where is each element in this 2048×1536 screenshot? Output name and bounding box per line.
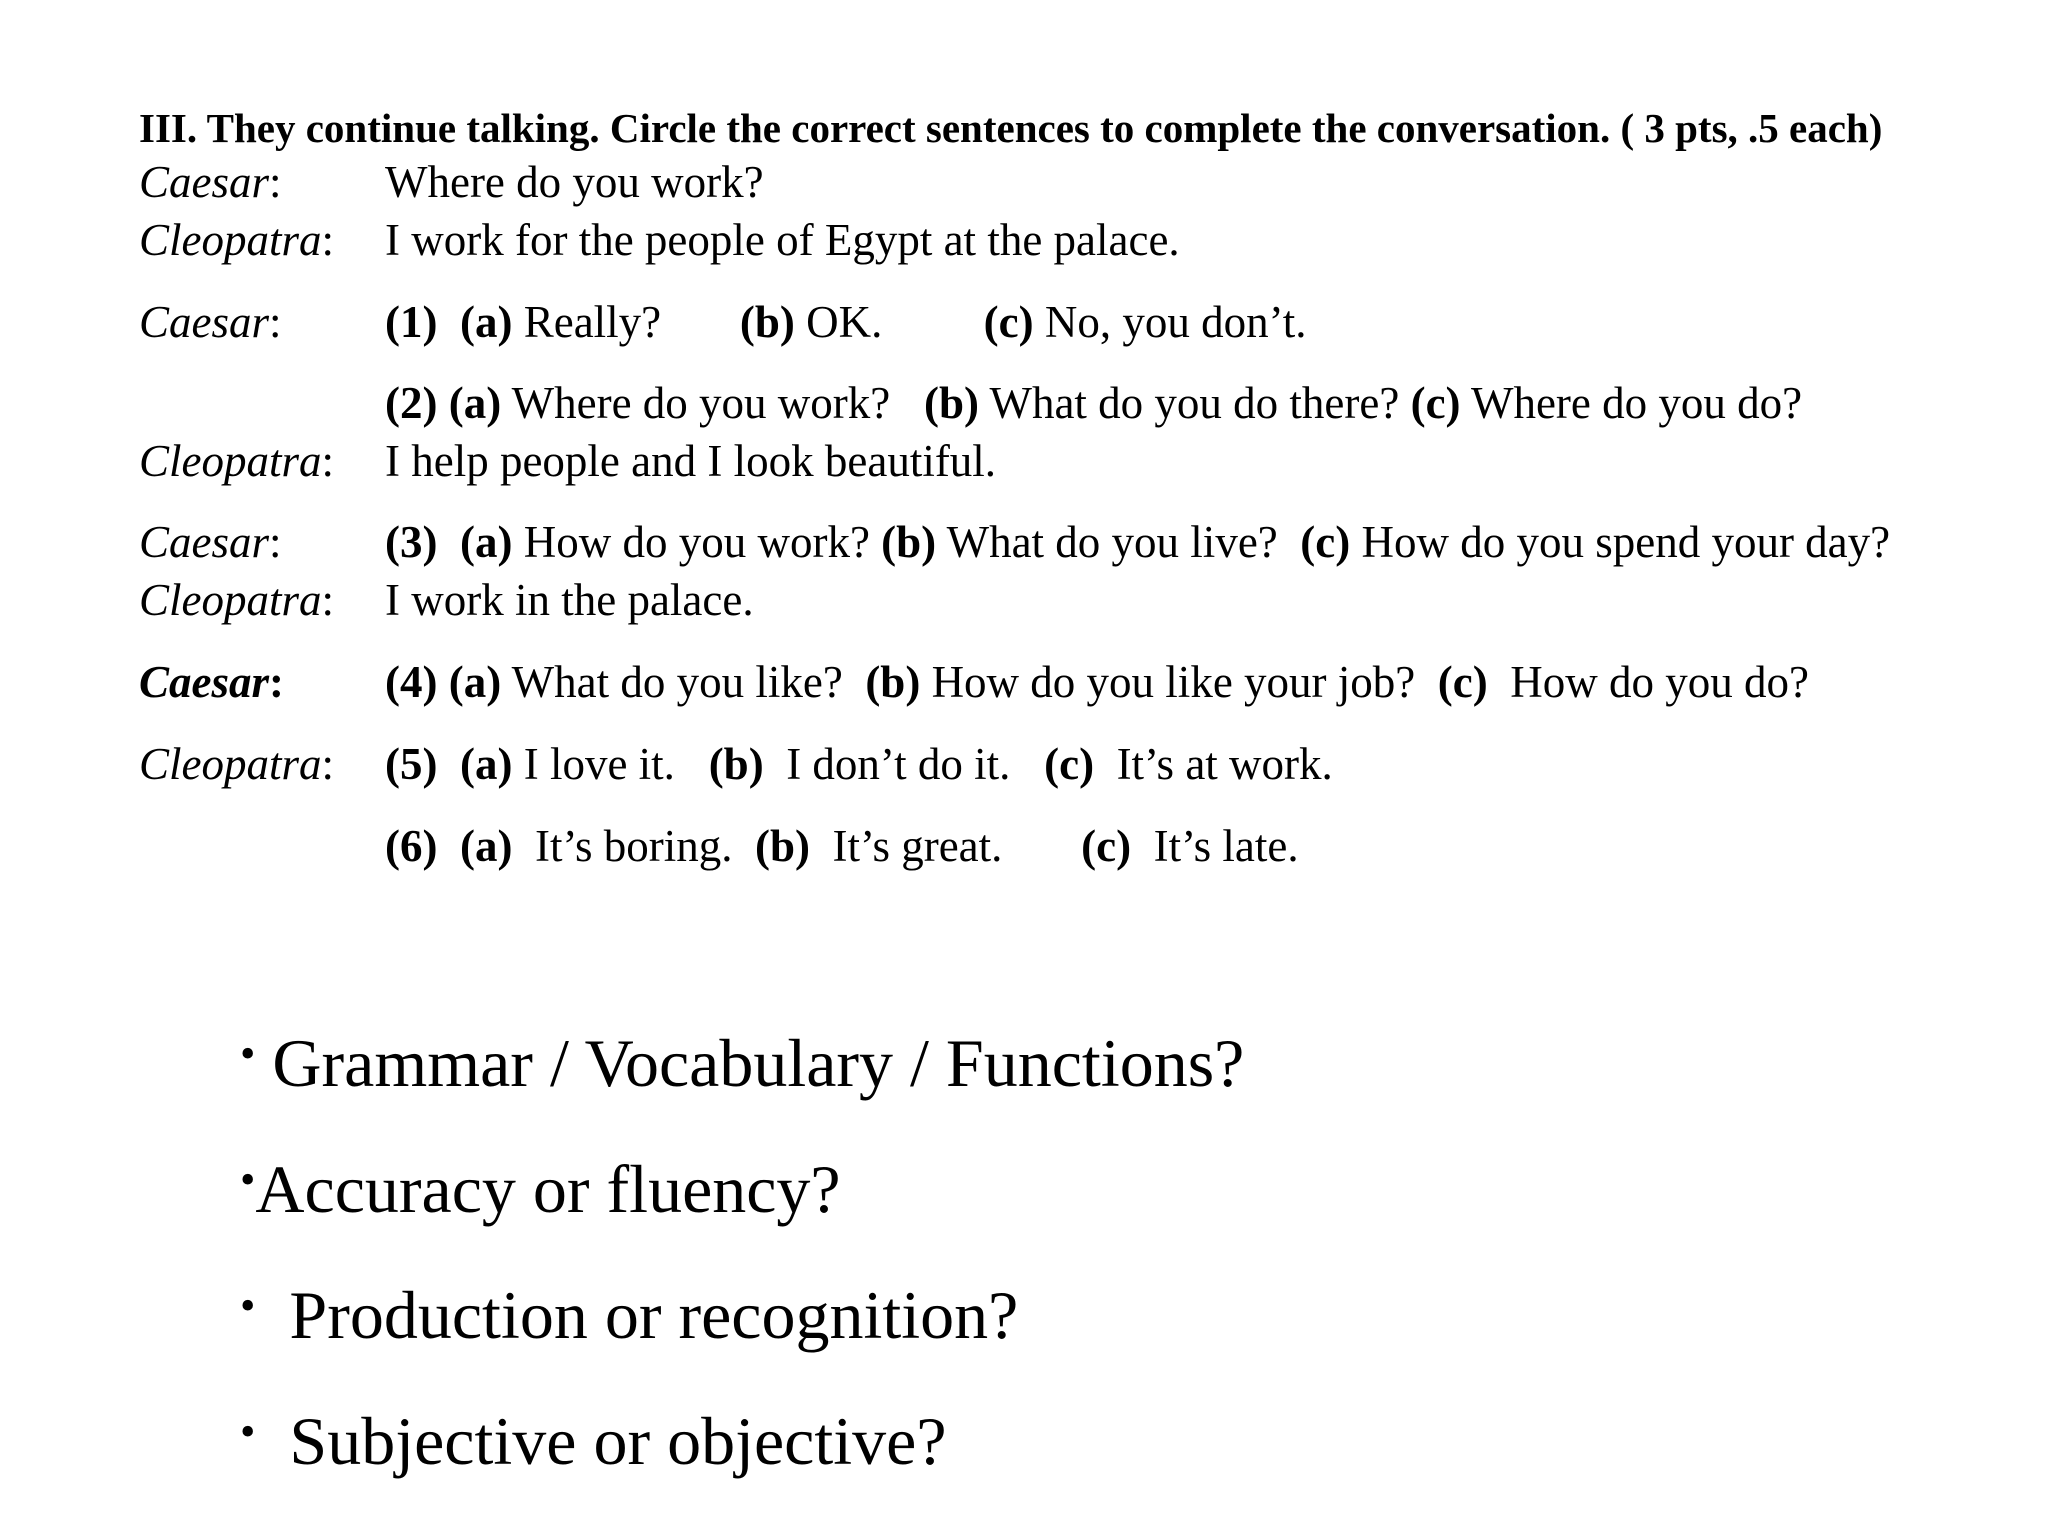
option-label: (b) [754, 821, 810, 871]
speaker-label: Caesar: [139, 657, 285, 707]
bullet-text: Grammar / Vocabulary / Functions? [272, 1025, 1245, 1101]
option-c[interactable]: How do you do? [1510, 657, 1809, 707]
question-number: (3) [385, 517, 438, 567]
option-a[interactable]: Where do you work? [511, 378, 891, 428]
question-number: (2) [385, 378, 438, 428]
bullet-item [240, 1266, 1018, 1355]
speaker-label: Caesar: [139, 517, 282, 567]
option-b[interactable]: What do you live? [946, 517, 1278, 567]
option-label: (a) [448, 378, 502, 428]
question-number: (5) [385, 739, 438, 789]
option-c[interactable]: How do you spend your day? [1361, 517, 1891, 567]
option-label: (a) [459, 739, 513, 789]
question-options [385, 736, 1333, 792]
question-number: (6) [385, 821, 438, 871]
option-label: (c) [1437, 657, 1488, 707]
bullet-item [240, 1014, 1244, 1103]
option-b[interactable]: I don’t do it. [786, 739, 1011, 789]
speaker-label: Caesar: [139, 157, 282, 207]
question-options [385, 514, 1890, 570]
option-b[interactable]: What do you do there? [989, 378, 1400, 428]
option-c[interactable]: It’s at work. [1116, 739, 1333, 789]
speaker-label: Cleopatra: [139, 575, 335, 625]
bullet-text: Production or recognition? [289, 1277, 1019, 1353]
speaker-label: Cleopatra: [139, 436, 335, 486]
question-options [385, 375, 1802, 431]
option-label: (c) [1081, 821, 1132, 871]
option-label: (a) [459, 297, 513, 347]
option-label: (b) [708, 739, 764, 789]
section-instructions: III. They continue talking. Circle the correct sentences to complete the conversation. ( 3 pts, .5 each) [139, 105, 1883, 151]
option-a[interactable]: How do you work? [523, 517, 870, 567]
question-options [385, 654, 1809, 710]
option-label: (c) [1044, 739, 1095, 789]
option-b[interactable]: How do you like your job? [931, 657, 1416, 707]
speaker-label: Caesar: [139, 297, 282, 347]
bullet-text: Accuracy or fluency? [255, 1151, 841, 1227]
option-a[interactable]: Really? [523, 297, 662, 347]
question-number: (4) [385, 657, 438, 707]
option-label: (a) [448, 657, 502, 707]
option-a[interactable]: I love it. [523, 739, 675, 789]
speaker-label: Cleopatra: [139, 739, 335, 789]
option-label: (c) [983, 297, 1034, 347]
option-label: (c) [1300, 517, 1351, 567]
dialogue-text: I help people and I look beautiful. [385, 436, 997, 486]
question-options [385, 294, 1307, 350]
option-label: (a) [459, 821, 513, 871]
option-b[interactable]: OK. [806, 297, 883, 347]
option-a[interactable]: It’s boring. [534, 821, 733, 871]
option-a[interactable]: What do you like? [511, 657, 843, 707]
bullet-item [240, 1392, 947, 1481]
bullet-dot: • [240, 1029, 256, 1078]
dialogue-text: I work for the people of Egypt at the palace. [385, 215, 1180, 265]
option-label: (b) [881, 517, 937, 567]
dialogue-text: Where do you work? [385, 157, 764, 207]
option-c[interactable]: No, you don’t. [1044, 297, 1307, 347]
option-label: (b) [739, 297, 795, 347]
speaker-label: Cleopatra: [139, 215, 335, 265]
option-b[interactable]: It’s great. [832, 821, 1003, 871]
option-c[interactable]: It’s late. [1153, 821, 1299, 871]
option-label: (a) [459, 517, 513, 567]
bullet-dot: • [240, 1281, 256, 1330]
question-number: (1) [385, 297, 438, 347]
bullet-dot: • [240, 1155, 256, 1204]
bullet-dot: • [240, 1407, 256, 1456]
option-c[interactable]: Where do you do? [1470, 378, 1803, 428]
dialogue-text: I work in the palace. [385, 575, 754, 625]
option-label: (b) [865, 657, 921, 707]
option-label: (b) [924, 378, 980, 428]
option-label: (c) [1410, 378, 1461, 428]
question-options [385, 818, 1299, 874]
bullet-item [240, 1140, 841, 1229]
bullet-text: Subjective or objective? [289, 1403, 947, 1479]
